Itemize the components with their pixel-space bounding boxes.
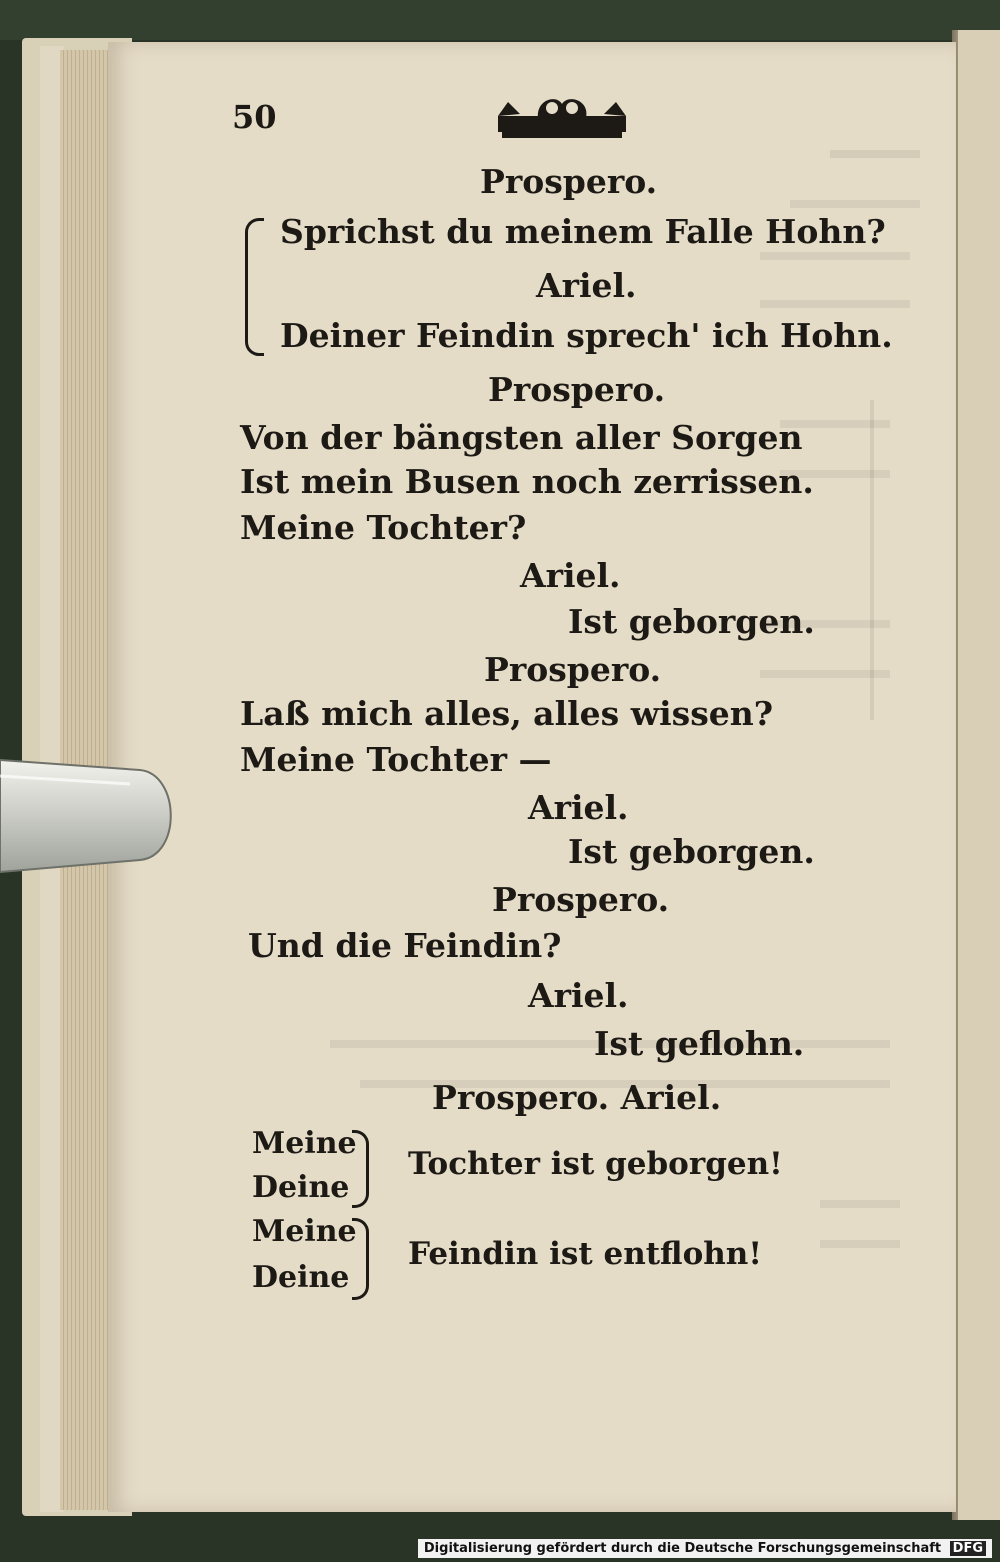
verse-line: Ist geborgen. (568, 832, 815, 871)
ornament-icon (498, 94, 626, 140)
left-brace-top (245, 218, 264, 356)
verse-line: Laß mich alles, alles wissen? (240, 694, 774, 733)
credit-text: Digitalisierung gefördert durch die Deutsche Forschungsgemeinschaft (423, 1541, 942, 1556)
verse-line: Sprichst du meinem Falle Hohn? (280, 212, 886, 251)
speaker-label: Ariel. (528, 788, 629, 827)
verse-line: Ist geborgen. (568, 602, 815, 641)
speaker-label: Prospero. (492, 880, 670, 919)
speaker-label: Prospero. (488, 370, 666, 409)
verse-line: Meine Tochter? (240, 508, 527, 547)
backdrop-top (0, 0, 1000, 40)
duet-speaker-b: Deine (252, 1260, 350, 1295)
verse-line: Von der bängsten aller Sorgen (240, 418, 803, 457)
speaker-label: Ariel. (536, 266, 637, 305)
duet-line: Feindin ist entflohn! (408, 1236, 762, 1272)
next-page (958, 30, 1000, 1520)
right-brace-2 (352, 1218, 369, 1300)
speaker-label: Ariel. (520, 556, 621, 595)
verse-line: Und die Feindin? (248, 926, 562, 965)
duet-speaker-a: Meine (252, 1126, 357, 1161)
right-brace-1 (352, 1130, 369, 1208)
verse-line: Ist mein Busen noch zerrissen. (240, 462, 814, 501)
page-clip (0, 756, 178, 874)
verse-line: Ist geflohn. (594, 1024, 805, 1063)
dfg-logo: DFG (950, 1541, 986, 1556)
verse-line: Meine Tochter — (240, 740, 552, 779)
speaker-label: Ariel. (528, 976, 629, 1015)
duet-speaker-b: Deine (252, 1170, 350, 1205)
duet-line: Tochter ist geborgen! (408, 1146, 783, 1182)
speaker-label: Prospero. (484, 650, 662, 689)
verse-line: Deiner Feindin sprech' ich Hohn. (280, 316, 893, 355)
speaker-label: Prospero. Ariel. (432, 1078, 722, 1117)
duet-speaker-a: Meine (252, 1214, 357, 1249)
page-number: 50 (232, 98, 277, 136)
footer-credit (418, 1539, 992, 1558)
speaker-label: Prospero. (480, 162, 658, 201)
